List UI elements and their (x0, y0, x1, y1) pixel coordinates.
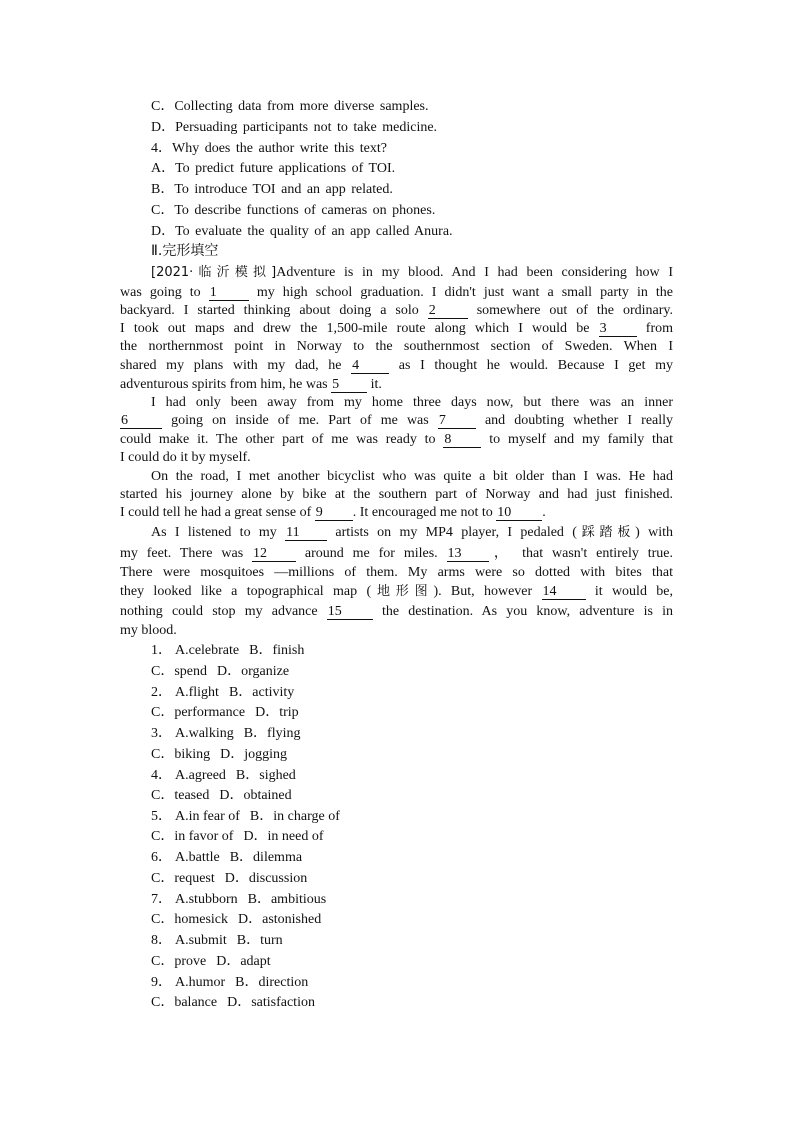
blank-11: 11 (285, 525, 327, 541)
passage-line: could make it. The other part of me was ready to 8 to myself and my family that (120, 432, 674, 447)
option-line: D．To evaluate the quality of an app called Anura. (151, 224, 453, 239)
answer-choices-9: 9． A.humor B．direction (151, 975, 309, 990)
passage-line: nothing could stop my advance 15 the destination. As you know, adventure is in (120, 604, 674, 619)
answer-choices-7: 7． A.stubborn B．ambitious (151, 892, 327, 907)
blank-8: 8 (443, 432, 481, 448)
answer-choices-5: 5． A.in fear of B．in charge of (151, 809, 340, 824)
answer-choices-5: C．in favor of D．in need of (151, 829, 324, 844)
passage-line: started his journey alone by bike at the southern part of Norway and had just finished. (120, 487, 673, 502)
passage-line: As I listened to my 11 artists on my MP4 player, I pedaled (踩踏板) with (151, 525, 673, 540)
answer-choices-8: C．prove D．adapt (151, 954, 271, 969)
blank-13: 13 (447, 546, 489, 562)
answer-choices-3: C．biking D．jogging (151, 747, 288, 762)
passage-line: my feet. There was 12 around me for miles. 13 ， that wasn't entirely true. (120, 546, 673, 561)
blank-7: 7 (438, 413, 476, 429)
option-line: C．To describe functions of cameras on phones. (151, 203, 436, 218)
answer-choices-9: C．balance D．satisfaction (151, 995, 315, 1010)
answer-choices-2: 2． A.flight B．activity (151, 685, 295, 700)
passage-line: they looked like a topographical map (地形图). But, however 14 it would be, (120, 584, 673, 599)
option-line: C．Collecting data from more diverse samples. (151, 99, 429, 114)
answer-choices-7: C．homesick D．astonished (151, 912, 322, 927)
source-tag: [2021·临沂模拟] (151, 265, 277, 280)
answer-choices-1: C．spend D．organize (151, 664, 290, 679)
passage-line: On the road, I met another bicyclist who was quite a bit older than I was. He had (151, 469, 673, 484)
answer-choices-4: 4． A.agreed B．sighed (151, 768, 296, 783)
passage-line: adventurous spirits from him, he was 5 it. (120, 377, 382, 392)
blank-6: 6 (120, 413, 162, 429)
section-heading: Ⅱ.完形填空 (151, 243, 219, 259)
blank-5: 5 (331, 377, 367, 393)
option-line: B．To introduce TOI and an app related. (151, 182, 393, 197)
answer-choices-6: C．request D．discussion (151, 871, 308, 886)
blank-9: 9 (315, 505, 353, 521)
passage-line: backyard. I started thinking about doing a solo 2 somewhere out of the ordinary. (120, 303, 673, 318)
passage-line: I had only been away from my home three days now, but there was an inner (151, 395, 673, 410)
answer-choices-4: C．teased D．obtained (151, 788, 292, 803)
blank-10: 10 (496, 505, 542, 521)
answer-choices-8: 8． A.submit B．turn (151, 933, 283, 948)
passage-line: the northernmost point in Norway to the southernmost section of Sweden. When I (120, 339, 673, 354)
blank-12: 12 (252, 546, 296, 562)
blank-2: 2 (428, 303, 468, 319)
answer-choices-2: C．performance D．trip (151, 705, 299, 720)
option-line: D．Persuading participants not to take medicine. (151, 120, 438, 135)
passage-line: I could tell he had a great sense of 9 . It encouraged me not to 10 . (120, 505, 546, 520)
option-line: A．To predict future applications of TOI. (151, 161, 396, 176)
passage-line: was going to 1 my high school graduation. I didn't just want a small party in the (120, 285, 674, 300)
answer-choices-1: 1． A.celebrate B．finish (151, 643, 305, 658)
passage-line: my blood. (120, 623, 177, 638)
blank-4: 4 (351, 358, 389, 374)
passage-line: There were mosquitoes —millions of them. My arms were so dotted with bites that (120, 565, 673, 580)
blank-15: 15 (327, 604, 373, 620)
passage-line: 6 going on inside of me. Part of me was 7 and doubting whether I really (121, 413, 674, 428)
passage-line: I could do it by myself. (120, 450, 251, 465)
answer-choices-3: 3． A.walking B．flying (151, 726, 301, 741)
blank-1: 1 (209, 285, 249, 301)
passage-line: [2021·临沂模拟]Adventure is in my blood. And I had been considering how I (151, 265, 673, 280)
blank-3: 3 (599, 321, 637, 337)
passage-line: I took out maps and drew the 1,500-mile route along which I would be 3 from (120, 321, 674, 336)
blank-14: 14 (542, 584, 586, 600)
answer-choices-6: 6． A.battle B．dilemma (151, 850, 303, 865)
question-stem: 4．Why does the author write this text? (151, 141, 387, 156)
passage-line: shared my plans with my dad, he 4 as I thought he would. Because I get my (120, 358, 674, 373)
